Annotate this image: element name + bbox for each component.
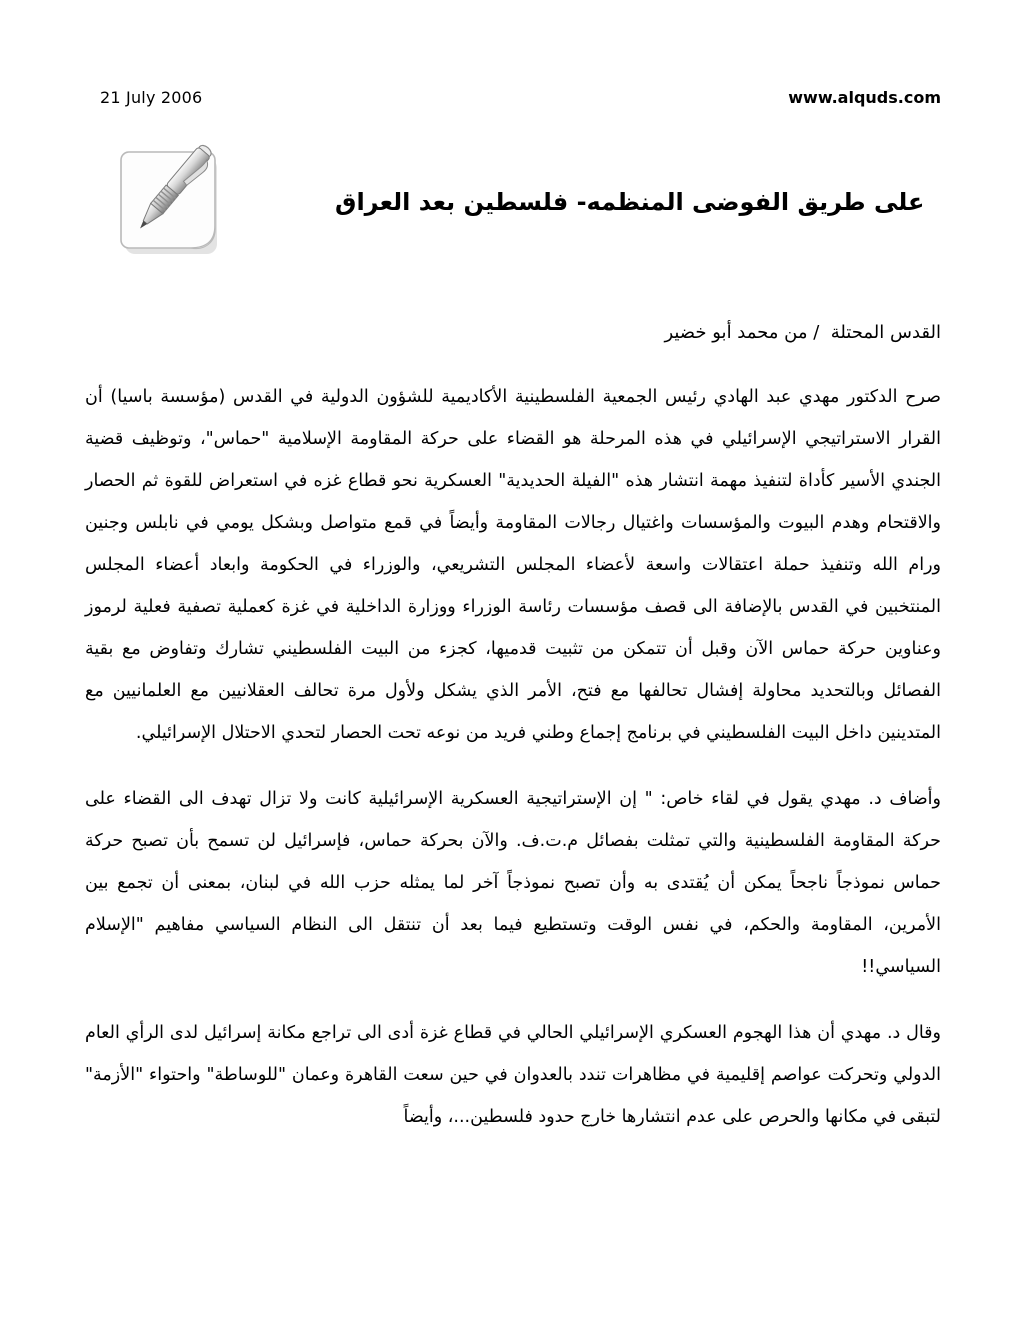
title-row: [0, 107, 1024, 260]
article-paragraph-1: صرح الدكتور مهدي عبد الهادي رئيس الجمعية الفلسطينية الأكاديمية للشؤون الدولية في القدس (مؤسسة باسيا) أن القرار الاستراتيجي الإسرائيلي في هذه المرحلة هو القضاء على حركة المقاومة الإسلامية "حماس"، وتوظيف قضية الجندي الأسير كأداة لتنفيذ مهمة انتشار هذه "الفيلة الحديدية" العسكرية نحو قطاع غزه في استعراض للقوة ثم الحصار والاقتحام وهدم البيوت والمؤسسات واغتيال رجالات المقاومة وأيضاً في قمع متواصل وبشكل يومي في نابلس وجنين ورام الله وتنفيذ حملة اعتقالات واسعة لأعضاء المجلس التشريعي، والوزراء في الحكومة وابعاد أعضاء المجلس المنتخبين في القدس بالإضافة الى قصف مؤسسات رئاسة الوزراء ووزارة الداخلية في غزة كعملية تصفية فعلية لرموز وعناوين حركة حماس الآن وقبل أن تتمكن من تثبيت قدميها، كجزء من البيت الفلسطيني تشارك وتفاوض مع بقية الفصائل وبالتحديد محاولة إفشال تحالفها مع فتح، الأمر الذي يشكل ولأول مرة تحالف العقلانيين مع العلمانيين مع المتدينين داخل البيت الفلسطيني في برنامج إجماع وطني فريد من نوعه تحت الحصار لتحدي الاحتلال الإسرائيلي.: [85, 387, 941, 743]
site-url-label: www.alquds.com: [788, 88, 941, 107]
notepad-pen-icon: [105, 132, 233, 260]
document-header: [0, 0, 1024, 107]
article-title: على طريق الفوضى المنظمه- فلسطين بعد العراق: [335, 188, 925, 217]
article-body: [0, 343, 1024, 1138]
article-paragraph-3: وقال د. مهدي أن هذا الهجوم العسكري الإسرائيلي الحالي في قطاع غزة أدى الى تراجع مكانة إسرائيل لدى الرأي العام الدولي وتحركت عواصم إقليمية في مظاهرات تندد بالعدوان في حين سعت القاهرة وعمان "للوساطة" واحتواء "الأزمة" لتبقى في مكانها والحرص على عدم انتشارها خارج حدود فلسطين...، وأيضاً: [85, 1023, 941, 1127]
article-paragraph-2: وأضاف د. مهدي يقول في لقاء خاص: " إن الإستراتيجية العسكرية الإسرائيلية كانت ولا تزال تهدف الى القضاء على حركة المقاومة الفلسطينية والتي تمثلت بفصائل م.ت.ف. والآن بحركة حماس، فإسرائيل لن تسمح بأن تصبح حركة حماس نموذجاً ناجحاً يمكن أن يُقتدى به وأن تصبح نموذجاً آخر لما يمثله حزب الله في لبنان، بمعنى أن تجمع بين الأمرين، المقاومة والحكم، في نفس الوقت وتستطيع فيما بعد أن تنتقل الى النظام السياسي مفاهيم "الإسلام السياسي!!: [85, 789, 941, 977]
article-byline: القدس المحتلة / من محمد أبو خضير: [664, 322, 941, 343]
document-date: 21 July 2006: [100, 88, 203, 107]
